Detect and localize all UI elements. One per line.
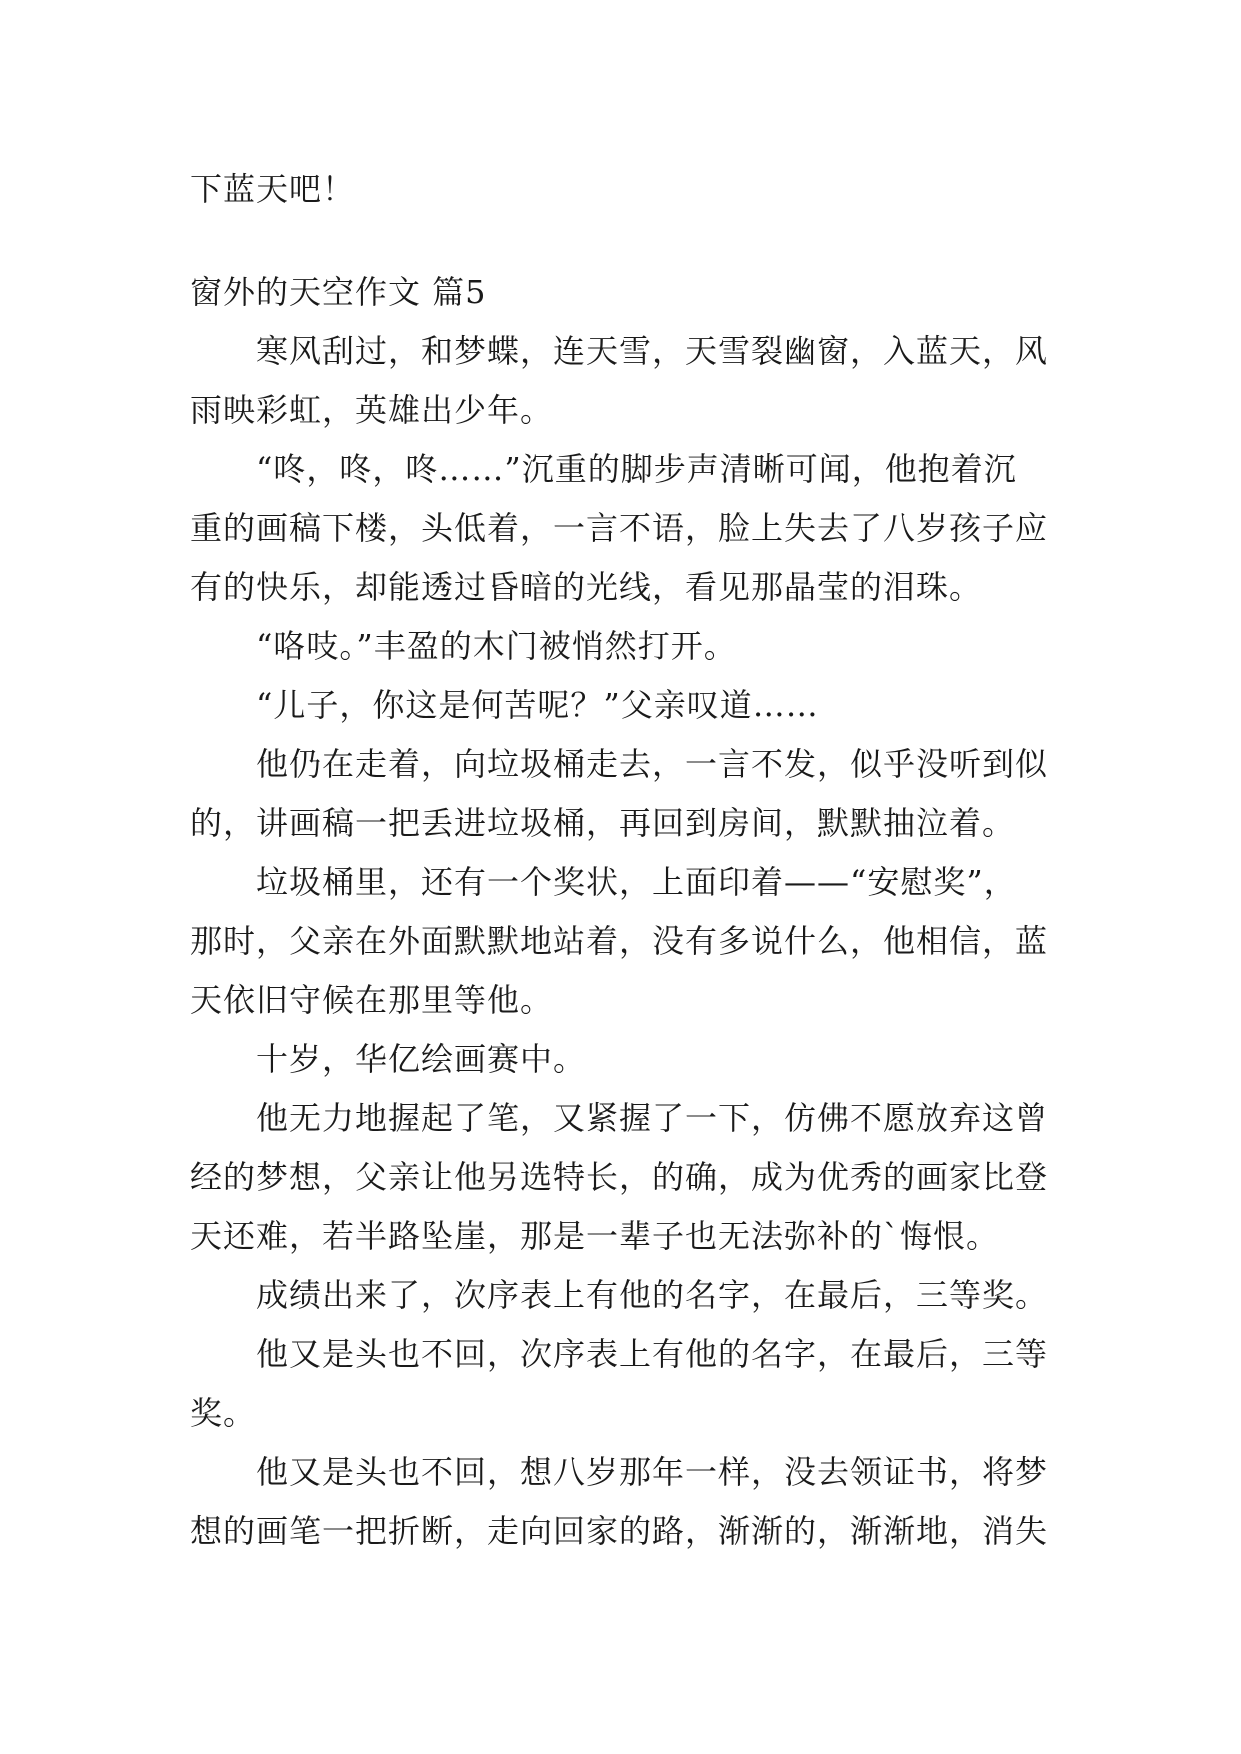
paragraph-line: “咯吱。”丰盈的木门被悄然打开。 (256, 627, 737, 665)
paragraph-line: 他又是头也不回，想八岁那年一样，没去领证书，将梦 (256, 1453, 1049, 1491)
paragraph (190, 617, 1050, 676)
paragraph (190, 1030, 1050, 1089)
paragraph-line: 十岁，华亿绘画赛中。 (256, 1040, 587, 1078)
paragraph-line: 有的快乐，却能透过昏暗的光线，看见那晶莹的泪珠。 (190, 568, 983, 606)
paragraph (190, 853, 1050, 1030)
paragraph (190, 676, 1050, 735)
section-gap (190, 219, 1050, 263)
paragraph-line: 垃圾桶里，还有一个奖状，上面印着——“安慰奖”， (256, 863, 1017, 901)
paragraph-line: 寒风刮过，和梦蝶，连天雪，天雪裂幽窗，入蓝天，风 (256, 332, 1049, 370)
paragraph-line: 重的画稿下楼，头低着，一言不语，脸上失去了八岁孩子应 (190, 509, 1049, 547)
paragraph (190, 735, 1050, 853)
paragraph-line: 奖。 (190, 1394, 257, 1432)
paragraph (190, 1443, 1050, 1561)
paragraph (190, 322, 1050, 440)
paragraph-line: 想的画笔一把折断，走向回家的路，渐渐的，渐渐地，消失 (190, 1512, 1049, 1550)
paragraph-line: 他又是头也不回，次序表上有他的名字，在最后，三等 (256, 1335, 1049, 1373)
paragraph-line: “儿子，你这是何苦呢？”父亲叹道…… (256, 686, 819, 724)
essay-heading: 窗外的天空作文 篇5 (190, 273, 487, 311)
paragraph-line: 那时，父亲在外面默默地站着，没有多说什么，他相信，蓝 (190, 922, 1049, 960)
paragraph-line: 雨映彩虹，英雄出少年。 (190, 391, 554, 429)
paragraph-line: “咚，咚，咚……”沉重的脚步声清晰可闻，他抱着沉 (256, 450, 1017, 488)
paragraph (190, 440, 1050, 617)
paragraph-line: 他无力地握起了笔，又紧握了一下，仿佛不愿放弃这曾 (256, 1099, 1049, 1137)
paragraph (190, 1325, 1050, 1443)
paragraph-line: 他仍在走着，向垃圾桶走去，一言不发，似乎没听到似 (256, 745, 1049, 783)
document-body (190, 160, 1050, 1561)
paragraph-line: 天依旧守候在那里等他。 (190, 981, 554, 1019)
paragraph-line: 的，讲画稿一把丢进垃圾桶，再回到房间，默默抽泣着。 (190, 804, 1016, 842)
paragraph-line: 天还难，若半路坠崖，那是一辈子也无法弥补的`悔恨。 (190, 1217, 1000, 1255)
paragraph-line: 成绩出来了，次序表上有他的名字，在最后，三等奖。 (256, 1276, 1049, 1314)
paragraph (190, 1266, 1050, 1325)
paragraph (190, 1089, 1050, 1266)
essay-paragraphs (190, 322, 1050, 1561)
paragraph-line: 经的梦想，父亲让他另选特长，的确，成为优秀的画家比登 (190, 1158, 1049, 1196)
intro-tail-text: 下蓝天吧！ (190, 170, 356, 208)
